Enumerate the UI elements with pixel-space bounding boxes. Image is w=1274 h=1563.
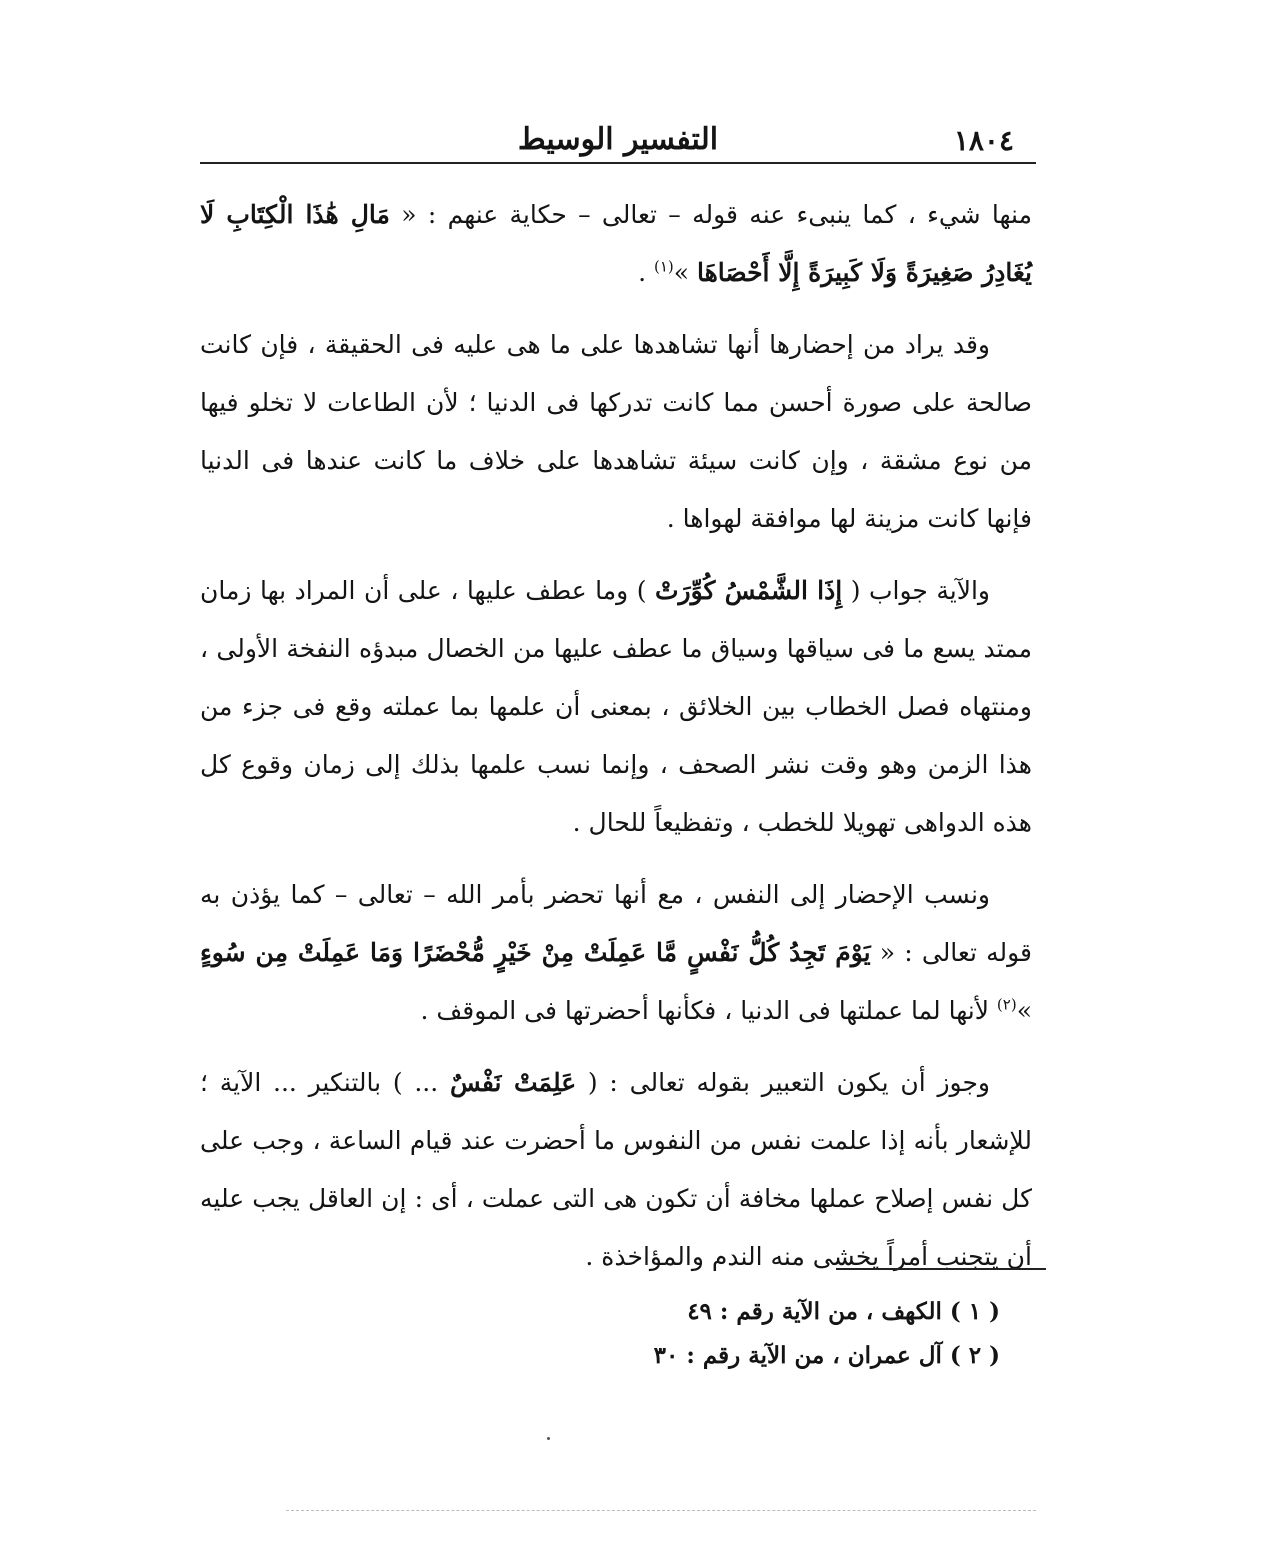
running-title: التفسير الوسيط — [517, 122, 719, 157]
paragraph-text: » — [1016, 996, 1032, 1025]
page-number: ١٨٠٤ — [953, 124, 1014, 157]
footnote-1: ( ١ ) الكهف ، من الآية رقم : ٤٩ — [687, 1298, 1000, 1325]
paragraph-3 — [200, 562, 1032, 852]
header-rule — [200, 162, 1036, 164]
paragraph-text: وجوز أن يكون التعبير بقوله تعالى : ( — [576, 1068, 990, 1097]
body-text — [200, 186, 1032, 1286]
footnote-2: ( ٢ ) آل عمران ، من الآية رقم : ٣٠ — [653, 1342, 1000, 1369]
paragraph-text: » — [673, 258, 697, 287]
paragraph-4 — [200, 866, 1032, 1040]
page-header — [200, 118, 1036, 162]
paragraph-1 — [200, 186, 1032, 302]
quran-quote: إِذَا الشَّمْسُ كُوِّرَتْ — [655, 576, 843, 605]
footnotes — [500, 1290, 1000, 1378]
paragraph-5 — [200, 1054, 1032, 1286]
quran-quote: مَالِ هَٰذَا الْكِتَابِ لَا يُغَادِرُ صَغِيرَةً وَلَا كَبِيرَةً إِلَّا أَحْصَاهَا — [200, 200, 1032, 287]
paragraph-text: منها شيء ، كما ينبىء عنه قوله – تعالى – حكاية عنهم : « — [389, 200, 1032, 229]
footnote-separator — [836, 1268, 1046, 1270]
footnote-reference: (١) — [653, 257, 674, 276]
paragraph-text: . — [638, 258, 654, 287]
quran-quote: عَلِمَتْ نَفْسٌ — [449, 1068, 577, 1097]
paragraph-text: ونسب الإحضار إلى النفس ، مع أنها تحضر بأمر الله – تعالى – كما يؤذن به قوله تعالى : « — [200, 880, 1032, 967]
paragraph-text: ) وما عطف عليها ، على أن المراد بها زمان ممتد يسع ما فى سياقها وسياق ما عطف عليها من الخصال مبدؤه النفخة الأولى ، ومنتهاه فصل الخطاب بين الخلائق ، بمعنى أن علمها بما عملته وقع فى جزء من هذا الزمن وهو وقت نشر الصحف ، وإنما نسب علمها بذلك إلى زمان وقوع كل هذه الدواهى تهويلا للخطب ، وتفظيعاً للحال . — [200, 576, 1032, 837]
paragraph-text: ... ) بالتنكير ... الآية ؛ للإشعار بأنه إذا علمت نفس من النفوس ما أحضرت عند قيام الساعة ، وجب على كل نفس إصلاح عملها مخافة أن تكون هى التى عملت ، أى : إن العاقل يجب عليه أن يتجنب أمراً يخشى منه الندم والمؤاخذة . — [200, 1068, 1032, 1271]
quran-quote: يَوْمَ تَجِدُ كُلُّ نَفْسٍ مَّا عَمِلَتْ مِنْ خَيْرٍ مُّحْضَرًا وَمَا عَمِلَتْ مِن سُوءٍ — [200, 938, 871, 967]
paragraph-text: لأنها لما عملتها فى الدنيا ، فكأنها أحضرتها فى الموقف . — [420, 996, 997, 1025]
paragraph-2 — [200, 316, 1032, 548]
scan-speck — [547, 1437, 550, 1440]
paragraph-text: وقد يراد من إحضارها أنها تشاهدها على ما هى عليه فى الحقيقة ، فإن كانت صالحة على صورة أحسن مما كانت تدركها فى الدنيا ؛ لأن الطاعات لا تخلو فيها من نوع مشقة ، وإن كانت سيئة تشاهدها على خلاف ما كانت عندها فى الدنيا فإنها كانت مزينة لها موافقة لهواها . — [200, 330, 1032, 533]
scan-edge-line — [286, 1510, 1036, 1511]
footnote-reference: (٢) — [996, 995, 1017, 1014]
paragraph-text: والآية جواب ( — [842, 576, 990, 605]
